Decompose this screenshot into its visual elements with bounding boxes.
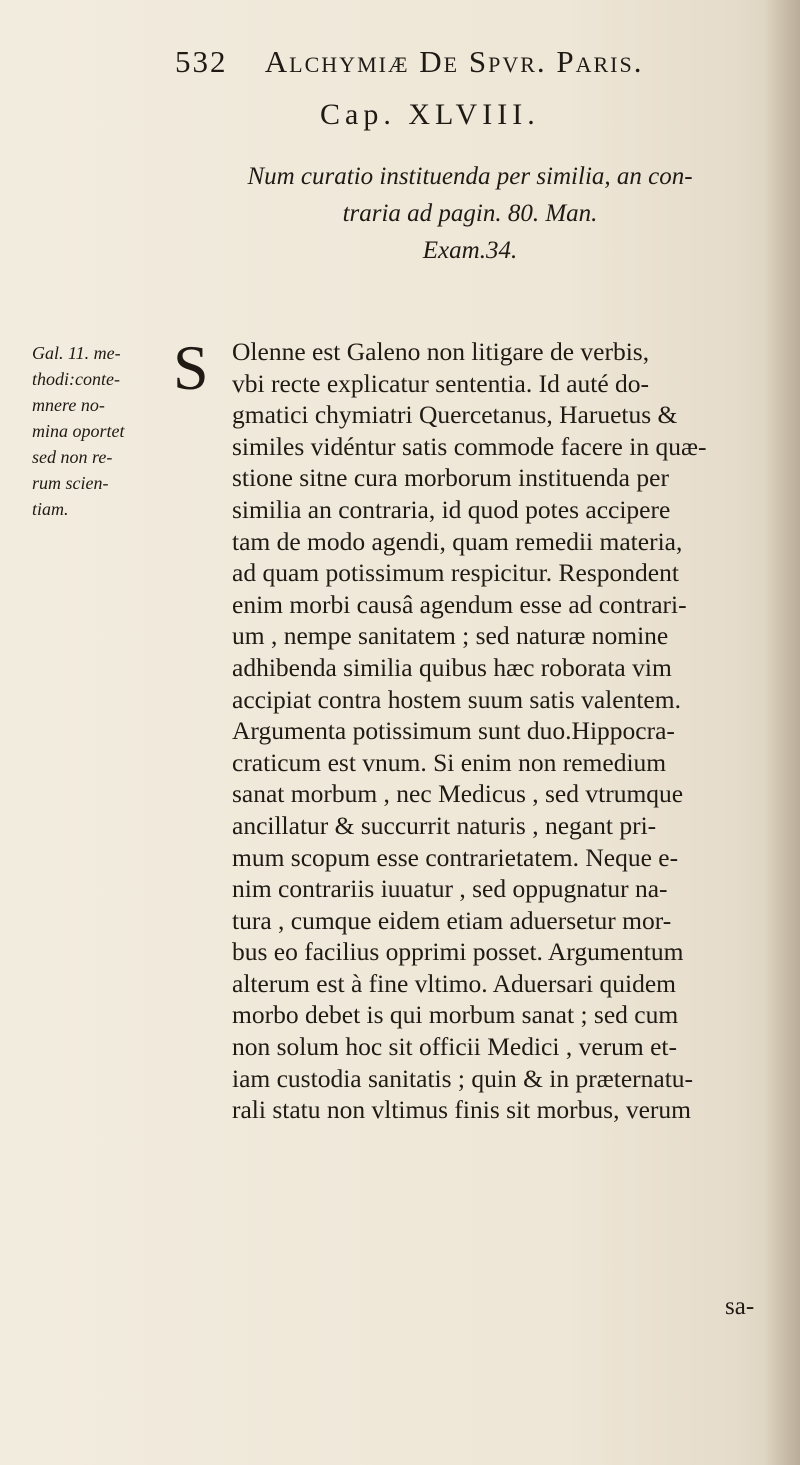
text-line: ancillatur & succurrit naturis , negant pri-	[232, 810, 657, 840]
subtitle-line: Num curatio instituenda per similia, an con-	[247, 163, 693, 190]
text-line: mum scopum esse contrarietatem. Neque e-	[232, 842, 679, 872]
text-line: vbi recte explicatur sententia. Id auté do-	[232, 368, 650, 398]
margin-note-line: sed non re-	[32, 447, 113, 467]
text-line: sanat morbum , nec Medicus , sed vtrumque	[232, 779, 684, 809]
text-line: Argumenta potissimum sunt duo.Hippocra-	[232, 716, 675, 746]
margin-note-line: mnere no-	[32, 395, 105, 415]
text-line: adhibenda similia quibus hæc roborata vim	[232, 652, 672, 682]
text-line: enim morbi causâ agendum esse ad contrari-	[232, 589, 687, 619]
margin-note-line: tiam.	[32, 499, 69, 519]
margin-note-line: thodi:conte-	[32, 369, 120, 389]
chapter-heading: Cap. XLVIII.	[320, 98, 540, 131]
text-line: alterum est à fine vltimo. Aduersari quidem	[232, 968, 677, 998]
text-line: rali statu non vltimus finis sit morbus, verum	[232, 1095, 691, 1125]
margin-note-line: mina oportet	[32, 421, 125, 441]
text-line: bus eo facilius opprimi posset. Argumentum	[232, 937, 684, 967]
text-line: nim contrariis iuuatur , sed oppugnatur na-	[232, 874, 668, 904]
text-line: similes vidéntur satis commode facere in quæ-	[232, 431, 707, 461]
text-line: iam custodia sanitatis ; quin & in præternatu-	[232, 1063, 694, 1093]
text-line: Olenne est Galeno non litigare de verbis,	[232, 337, 650, 366]
text-line: tam de modo agendi, quam remedii materia,	[232, 526, 683, 556]
chapter-subtitle	[190, 158, 750, 269]
running-title: Alchymiæ De Spvr. Paris.	[264, 44, 644, 79]
text-line: morbo debet is qui morbum sanat ; sed cum	[232, 1000, 679, 1030]
text-line: similia an contraria, id quod potes accipere	[232, 494, 671, 524]
text-line: craticum est vnum. Si enim non remedium	[232, 747, 667, 777]
catchword: sa-	[725, 1293, 755, 1320]
subtitle-line: traria ad pagin. 80. Man.	[342, 200, 598, 227]
page-number: 532	[175, 44, 228, 79]
text-line: gmatici chymiatri Quercetanus, Haruetus &	[232, 400, 678, 430]
text-line: accipiat contra hostem suum satis valentem.	[232, 684, 681, 714]
text-line: ad quam potissimum respicitur. Respondent	[232, 558, 679, 588]
text-line: um , nempe sanitatem ; sed naturæ nomine	[232, 621, 669, 651]
body-text	[232, 336, 792, 1126]
subtitle-line: Exam.34.	[422, 237, 518, 264]
marginal-note	[32, 340, 172, 522]
text-line: stione sitne cura morborum instituenda per	[232, 463, 669, 493]
text-line: non solum hoc sit officii Medici , verum et-	[232, 1032, 677, 1062]
text-line: tura , cumque eidem etiam aduersetur mor-	[232, 905, 672, 935]
margin-note-line: rum scien-	[32, 473, 109, 493]
margin-note-line: Gal. 11. me-	[32, 343, 121, 363]
running-head	[175, 44, 775, 80]
drop-capital: S	[173, 332, 209, 403]
